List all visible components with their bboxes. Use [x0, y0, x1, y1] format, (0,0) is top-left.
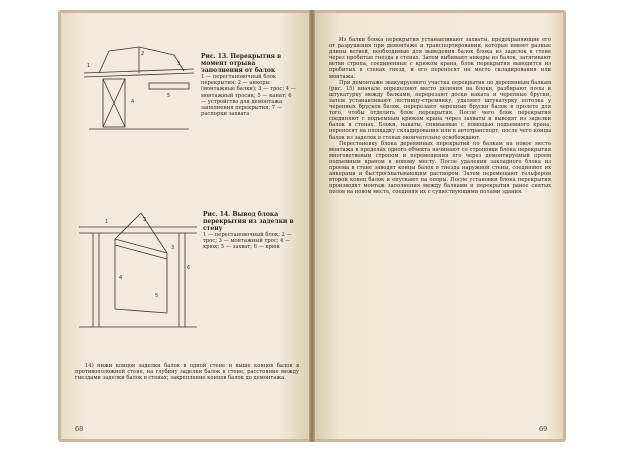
- figure-14-caption: [203, 211, 298, 251]
- right-paragraph-1: Из балки блока перекрытия устанавливают захваты, предохраняющие его от разрушения при демонтаже и транспортировании, которые имеют разные длины ветвей, необходимые для выведения балок блока из заделок в стене через пробитые гнезда в стенах. Затем выбивают анкеры из балок, затягивают ветви стропа, соединенные с крюком крана, блок перекрытия выводится из пробитых в стенах гнезд, и его переносят на место складирования или монтажа.: [329, 37, 551, 80]
- right-paragraph-3: Перестановку блока деревянных перекрытий по балкам на новое место монтажа в пределах одного объекта начинают со строповки блока перекрытия многоветвевым стропом и перемещения его через демонтируемый проем подъемным краном к новому месту. После удаления закладного блока из проема в стене заводят концы балок в гнезда наружной стены, соединяют их анкерами и быстросхватывающим раствором. Затем перемещают тельфером второй конец балок и опускают на опоры. После установки блока перекрытия производят монтаж заполнения между балками и перекрытия ранее снятых полов на новом месте, соединяя их с существующими полами здания.: [329, 140, 551, 196]
- svg-text:1: 1: [105, 219, 109, 225]
- figure-13-caption: [201, 53, 296, 117]
- left-page-number: 68: [75, 425, 84, 433]
- figure-13-title: Рис. 13. Перекрытия в момент отрыва заполнения от балок: [201, 53, 282, 74]
- svg-text:5: 5: [155, 293, 159, 299]
- figure-14-title: Рис. 14. Вывод блока перекрытия из заделки в стену: [203, 211, 294, 232]
- svg-text:5: 5: [167, 93, 171, 99]
- open-book: [58, 10, 566, 442]
- svg-text:4: 4: [119, 275, 123, 281]
- right-page-number: 69: [539, 425, 548, 433]
- left-bottom-paragraph: 14) нижи концов заделки балок в одной стене и выше концов балок в противоположной стене, на глубину заделки балок в стене; расстояние между гнездами заделки балок в стенах; закрепление концов балок до демонтажа.: [75, 363, 299, 382]
- svg-text:3: 3: [177, 61, 181, 67]
- svg-text:2: 2: [141, 51, 145, 57]
- svg-text:2: 2: [143, 217, 147, 223]
- svg-text:3: 3: [171, 245, 175, 251]
- right-paragraph-2: При демонтаже эвакуируемого участка перекрытия по деревянным балкам (рис. 15) вначале определяют место деления на блоки, разбирают полы и штукатурку между балками, перерезают доски наката и черепные бруски, затем устанавливают лестницу-стремянку, удаляют штукатурку потолка у черепных брусков балок, перерезают черепные бруски балок в пролете для того, чтобы отделить блок перекрытия. После чего блок перекрытия соединяют с подъемным крюком крана через захваты и выводят из заделки балок в стенах. Блоки, накаты, снимаемые с помощью подъемного крана, переносят на площадку складирования или в автотранспорт, после чего концы балок из заделок в стенах окончательно освобождают.: [329, 79, 551, 141]
- left-page: [61, 13, 309, 439]
- svg-text:4: 4: [131, 99, 135, 105]
- figure-14-drawing: [75, 209, 201, 333]
- figure-14-legend: 1 — перестановочный блок; 2 — трос; 3 — монтажный трос; 4 — крюк; 5 — захват; 6 — крюк: [203, 232, 292, 251]
- right-page: [315, 13, 563, 439]
- svg-text:6: 6: [187, 265, 191, 271]
- figure-13-drawing: [79, 43, 199, 135]
- figure-13-legend: 1 — перестановочный блок перекрытия; 2 — анкеры (монтажные балки); 3 — трос; 4 — монтажный тросик; 5 — канат; 6 — устройство для демонтажа заполнения перекрытия; 7 — распорки захвата: [201, 74, 296, 118]
- svg-text:1: 1: [87, 63, 91, 69]
- left-bottom-text: [75, 363, 299, 381]
- right-body-text: [329, 37, 551, 195]
